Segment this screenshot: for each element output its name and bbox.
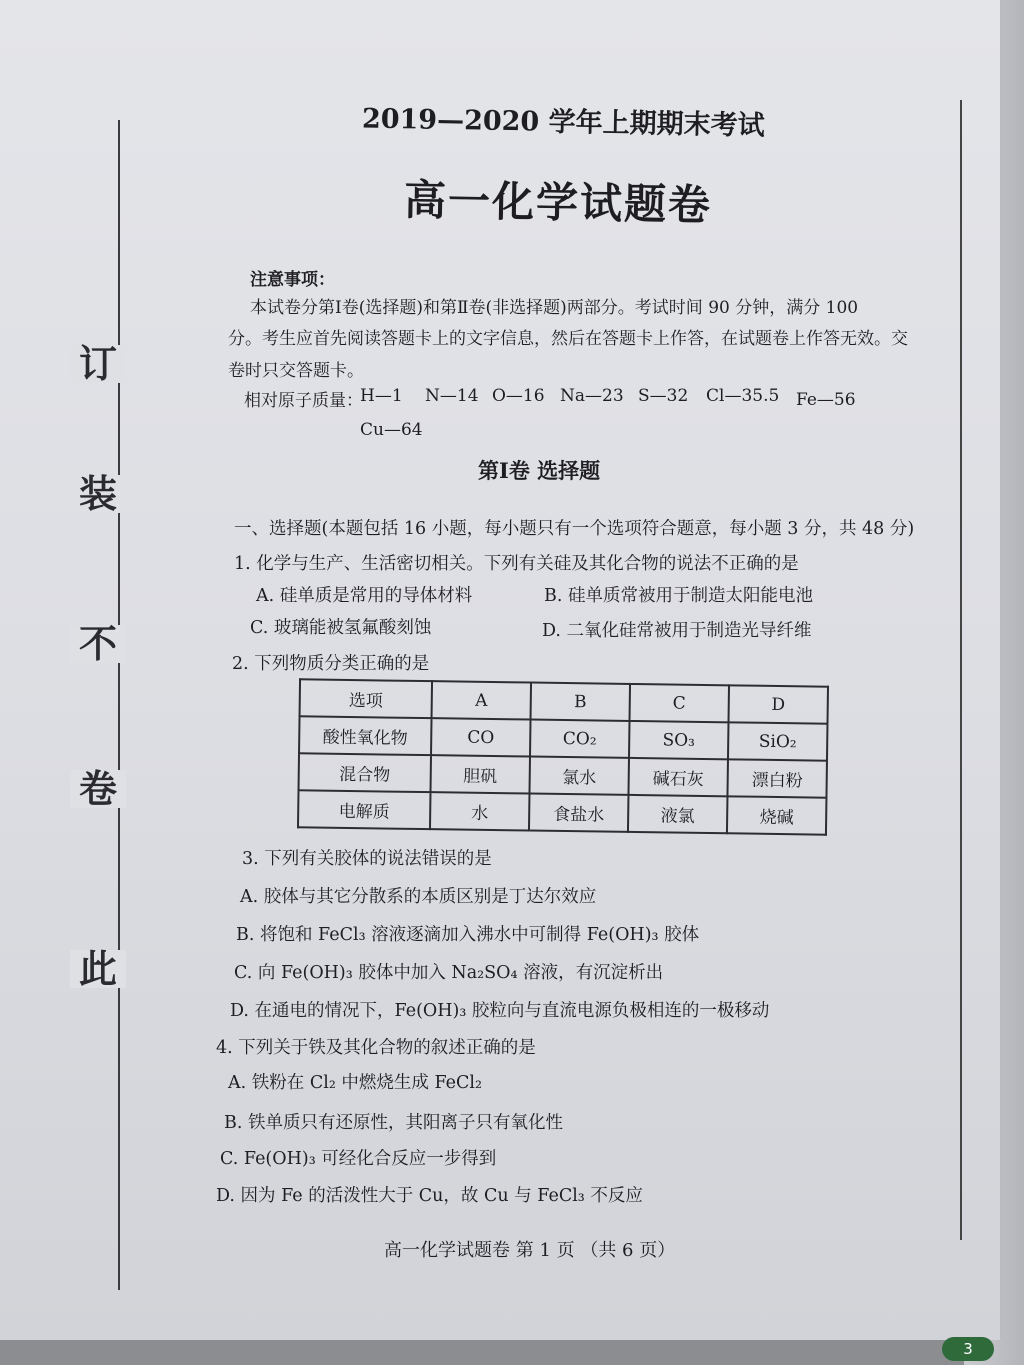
section-title: 第Ⅰ卷 选择题: [478, 458, 601, 483]
q4-option-c: C. Fe(OH)₃ 可经化合反应一步得到: [220, 1149, 497, 1169]
atomic-mass-label: 相对原子质量：: [244, 391, 363, 411]
atomic-mass-s: S—32: [638, 386, 689, 406]
booklet-page-number: 3: [942, 1337, 994, 1361]
atomic-mass-fe: Fe—56: [796, 390, 856, 410]
q4-stem: 4. 下列关于铁及其化合物的叙述正确的是: [216, 1038, 536, 1058]
q2-stem: 2. 下列物质分类正确的是: [232, 654, 430, 674]
table-cell: 食盐水: [529, 794, 629, 832]
table-cell: 水: [430, 792, 530, 830]
notes-line-3: 卷时只交答题卡。: [228, 361, 364, 381]
classification-table: [297, 678, 829, 835]
notes-line-2: 分。考生应首先阅读答题卡上的文字信息，然后在答题卡上作答，在试题卷上作答无效。交: [228, 329, 908, 349]
binding-margin-line: [118, 120, 120, 1290]
atomic-mass-cl: Cl—35.5: [706, 386, 780, 406]
table-cell: 胆矾: [430, 755, 530, 793]
q1-stem: 1. 化学与生产、生活密切相关。下列有关硅及其化合物的说法不正确的是: [234, 554, 799, 574]
table-cell: 电解质: [298, 790, 431, 829]
q4-option-d: D. 因为 Fe 的活泼性大于 Cu，故 Cu 与 FeCl₃ 不反应: [216, 1186, 643, 1206]
table-header-cell: A: [432, 681, 532, 719]
atomic-mass-n: N—14: [425, 386, 479, 406]
table-cell: 漂白粉: [727, 759, 827, 797]
q3-option-b: B. 将饱和 FeCl₃ 溶液逐滴加入沸水中可制得 Fe(OH)₃ 胶体: [236, 925, 700, 945]
page-footer: 高一化学试题卷 第 1 页 （共 6 页）: [384, 1240, 676, 1261]
paper-title: 高一化学试题卷: [403, 175, 713, 230]
table-cell: 混合物: [299, 753, 432, 792]
q3-option-c: C. 向 Fe(OH)₃ 胶体中加入 Na₂SO₄ 溶液，有沉淀析出: [234, 963, 664, 983]
atomic-mass-o: O—16: [492, 386, 545, 406]
atomic-mass-h: H—1: [360, 386, 403, 406]
q1-option-c: C. 玻璃能被氢氟酸刻蚀: [250, 618, 432, 638]
q1-option-a: A. 硅单质是常用的导体材料: [256, 586, 473, 606]
table-header-cell: B: [531, 683, 631, 721]
binding-mark-1: 此: [70, 950, 126, 988]
table-header-cell: D: [729, 685, 829, 723]
page-edge-rule: [960, 100, 962, 1240]
table-cell: SiO₂: [728, 722, 828, 760]
atomic-mass-cu: Cu—64: [360, 420, 423, 440]
notes-heading: 注意事项：: [250, 270, 335, 290]
notes-line-1: 本试卷分第Ⅰ卷(选择题)和第Ⅱ卷(非选择题)两部分。考试时间 90 分钟，满分 100: [250, 298, 859, 318]
table-cell: 碱石灰: [628, 758, 728, 796]
table-cell: 烧碱: [727, 796, 827, 834]
table-cell: 液氯: [628, 795, 728, 833]
binding-mark-3: 不: [70, 625, 126, 663]
q1-option-d: D. 二氧化硅常被用于制造光导纤维: [542, 621, 812, 641]
q4-option-a: A. 铁粉在 Cl₂ 中燃烧生成 FeCl₂: [228, 1073, 482, 1093]
q3-option-a: A. 胶体与其它分散系的本质区别是丁达尔效应: [240, 887, 597, 907]
binding-mark-4: 装: [70, 475, 126, 513]
table-cell: 酸性氧化物: [299, 716, 432, 755]
q3-stem: 3. 下列有关胶体的说法错误的是: [242, 849, 492, 869]
exam-year-title: 2019—2020 学年上期期末考试: [361, 103, 765, 142]
q1-option-b: B. 硅单质常被用于制造太阳能电池: [544, 586, 813, 606]
q4-option-b: B. 铁单质只有还原性，其阳离子只有氧化性: [224, 1113, 563, 1133]
table-row: [298, 790, 826, 834]
section-instruction: 一、选择题(本题包括 16 小题，每小题只有一个选项符合题意，每小题 3 分，共 48 分): [234, 519, 915, 539]
binding-mark-5: 订: [70, 345, 126, 383]
q3-option-d: D. 在通电的情况下，Fe(OH)₃ 胶粒向与直流电源负极相连的一极移动: [230, 1001, 770, 1021]
table-header-cell: C: [630, 684, 730, 722]
atomic-mass-na: Na—23: [560, 386, 624, 406]
table-header-cell: 选项: [300, 679, 433, 718]
table-cell: SO₃: [629, 721, 729, 759]
table-cell: CO: [431, 718, 531, 756]
binding-mark-2: 卷: [70, 770, 126, 808]
table-cell: CO₂: [530, 720, 630, 758]
table-cell: 氯水: [529, 757, 629, 795]
